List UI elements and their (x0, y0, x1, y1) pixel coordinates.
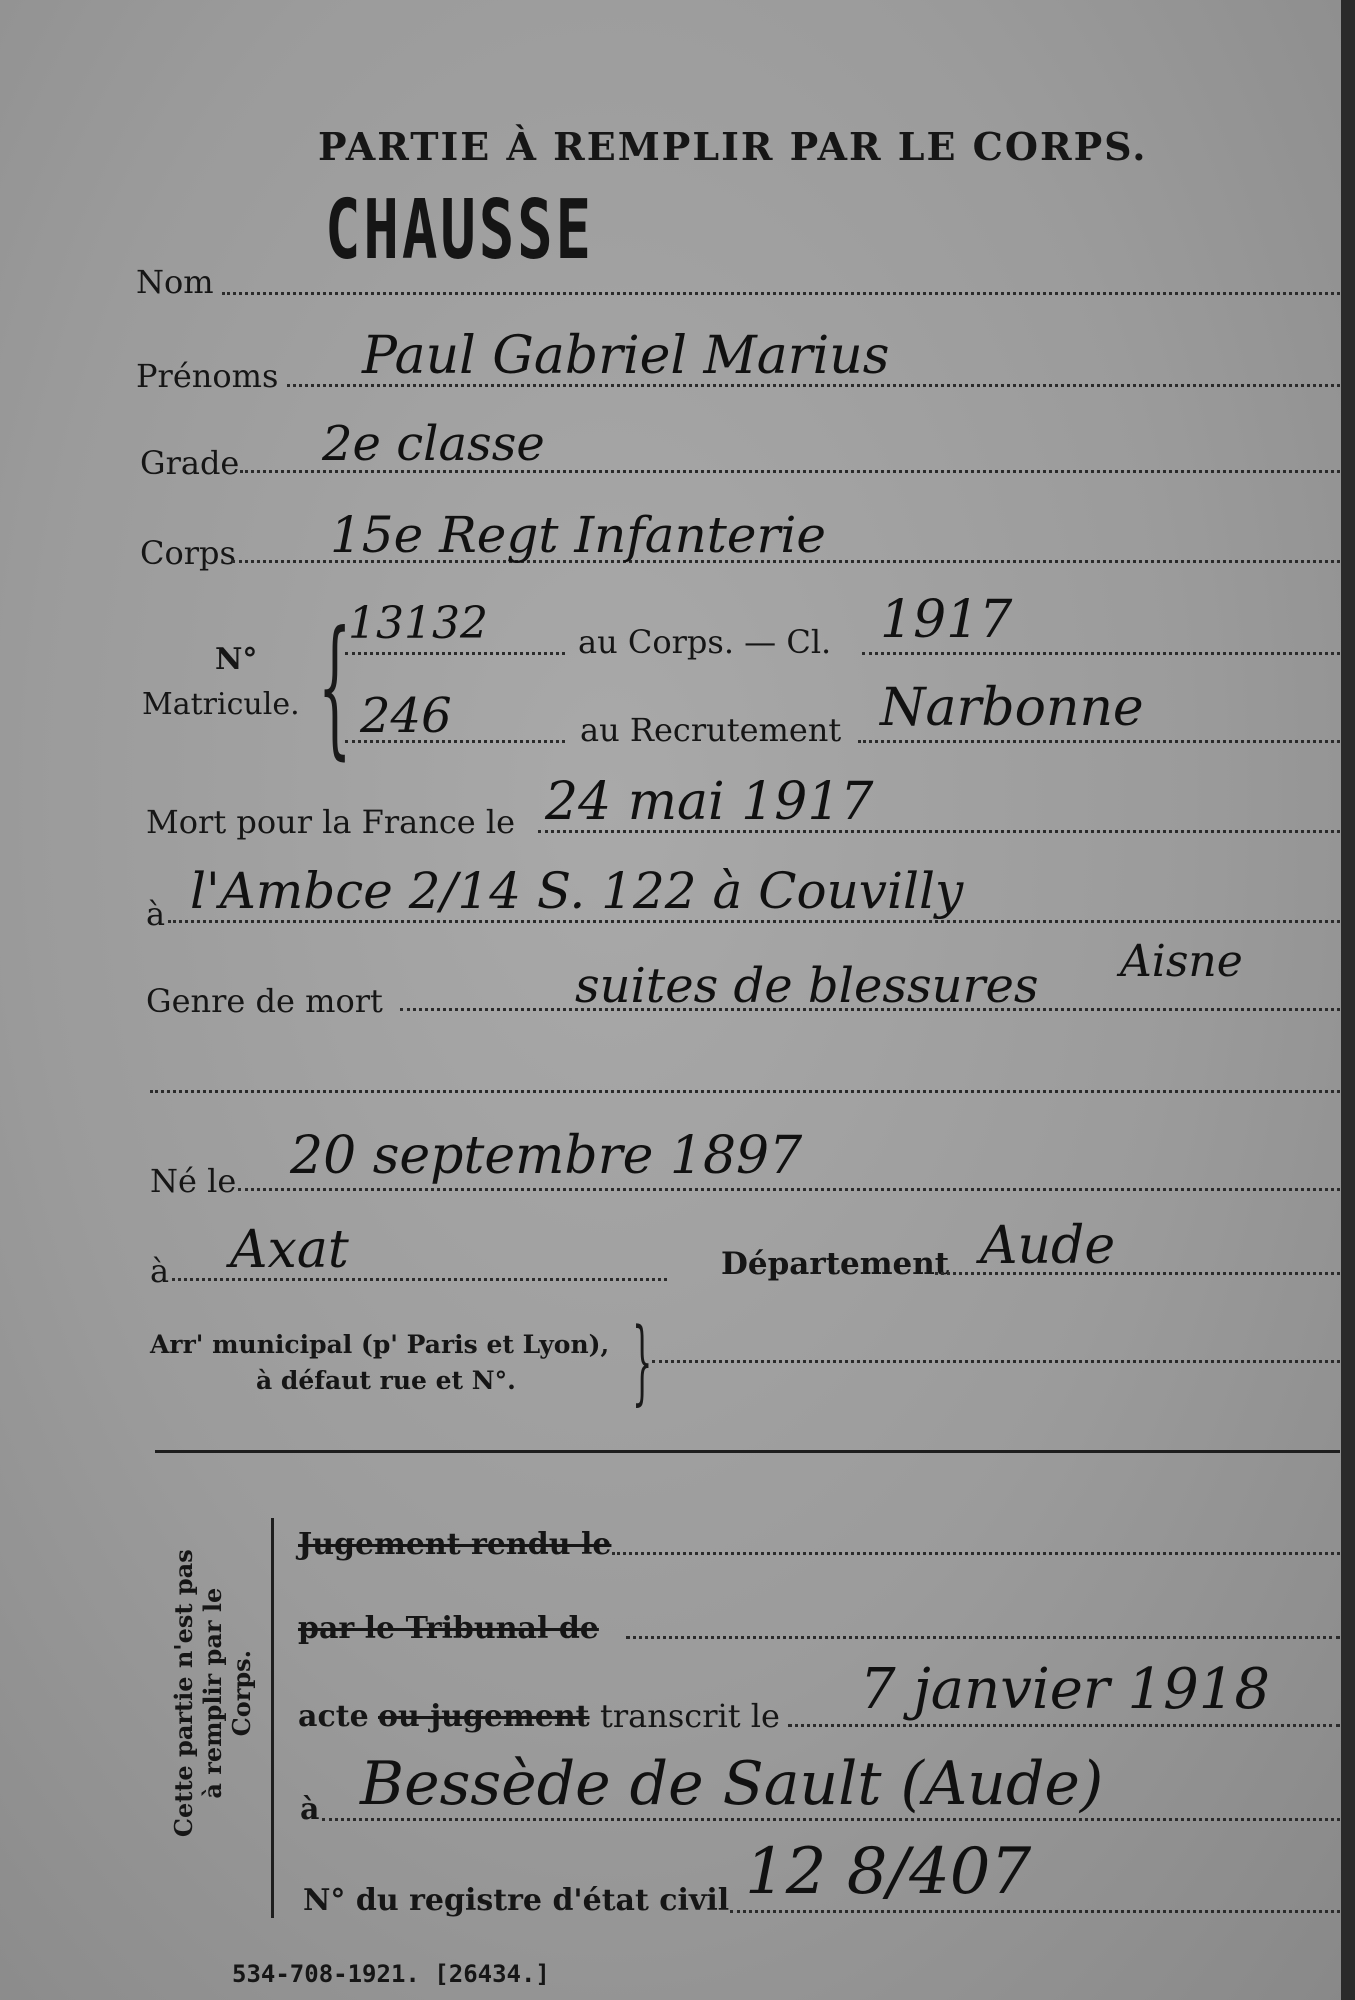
lieu-mort-suite-value: Aisne (1120, 936, 1243, 987)
lieu-mort-line (168, 920, 1340, 923)
blank-line (150, 1090, 1340, 1093)
au-corps-label: au Corps. — Cl. (578, 623, 832, 661)
nom-value: CHAUSSE (325, 183, 594, 278)
matricule-corps-line (345, 652, 565, 655)
acte-label: acte (298, 1699, 369, 1734)
nom-line (222, 292, 1340, 295)
grade-value: 2e classe (322, 416, 545, 472)
registre-value: 12 8/407 (745, 1835, 1032, 1909)
arr-label-line2: à défaut rue et N°. (256, 1366, 516, 1395)
classe-line (862, 652, 1340, 655)
lieu-naissance-label: à (150, 1252, 170, 1290)
corps-label: Corps (140, 534, 236, 572)
no-label: N° (215, 642, 258, 677)
matricule-recrutement-value: 246 (360, 688, 452, 744)
lieu-mort-value: l'Ambce 2/14 S. 122 à Couvilly (190, 862, 964, 920)
grade-label: Grade (140, 444, 240, 482)
recrutement-value: Narbonne (880, 678, 1144, 738)
side-note: Cette partie n'est pas à remplir par le Corps. (168, 1549, 256, 1838)
matricule-label: Matricule. (142, 687, 300, 722)
arr-line (652, 1360, 1340, 1363)
side-bracket (271, 1518, 274, 1918)
lieu-transcription-value: Bessède de Sault (Aude) (360, 1749, 1104, 1819)
classe-value: 1917 (880, 590, 1013, 650)
registre-label: N° du registre d'état civil (303, 1883, 730, 1918)
recrutement-line (858, 740, 1340, 743)
scan-edge (1341, 0, 1355, 2000)
arr-label-line1: Arr' municipal (p' Paris et Lyon), (150, 1330, 610, 1359)
transcrit-line (788, 1724, 1340, 1727)
ne-line (238, 1188, 1340, 1191)
matricule-brace: { (318, 600, 352, 774)
lieu-transcription-label: à (300, 1792, 320, 1827)
date-naissance-value: 20 septembre 1897 (290, 1126, 803, 1186)
tribunal-line (626, 1636, 1340, 1639)
prenoms-value: Paul Gabriel Marius (362, 326, 890, 386)
au-recrutement-label: au Recrutement (580, 711, 842, 749)
jugement-label: Jugement rendu le (298, 1527, 612, 1562)
date-transcription-value: 7 janvier 1918 (860, 1657, 1271, 1722)
ne-label: Né le (150, 1162, 237, 1200)
genre-label: Genre de mort (146, 982, 383, 1020)
mort-label: Mort pour la France le (146, 803, 516, 841)
arr-brace: } (632, 1308, 653, 1415)
departement-label: Département (721, 1246, 950, 1282)
ou-jugement-label: ou jugement (378, 1699, 590, 1734)
lieu-naissance-value: Axat (230, 1220, 349, 1280)
nom-label: Nom (136, 263, 214, 301)
prenoms-label: Prénoms (136, 357, 279, 395)
section-divider (155, 1450, 1340, 1453)
matricule-corps-value: 13132 (348, 598, 488, 649)
card-header: PARTIE À REMPLIR PAR LE CORPS. (318, 124, 1148, 169)
registre-line (730, 1910, 1340, 1913)
tribunal-label: par le Tribunal de (298, 1611, 599, 1646)
lieu-mort-label: à (146, 895, 166, 933)
date-mort-value: 24 mai 1917 (545, 772, 874, 832)
departement-value: Aude (980, 1216, 1116, 1276)
print-reference: 534-708-1921. [26434.] (232, 1960, 550, 1988)
genre-value: suites de blessures (575, 958, 1039, 1014)
corps-value: 15e Regt Infanterie (330, 506, 826, 564)
jugement-line (612, 1552, 1340, 1555)
transcrit-label: transcrit le (600, 1697, 780, 1735)
